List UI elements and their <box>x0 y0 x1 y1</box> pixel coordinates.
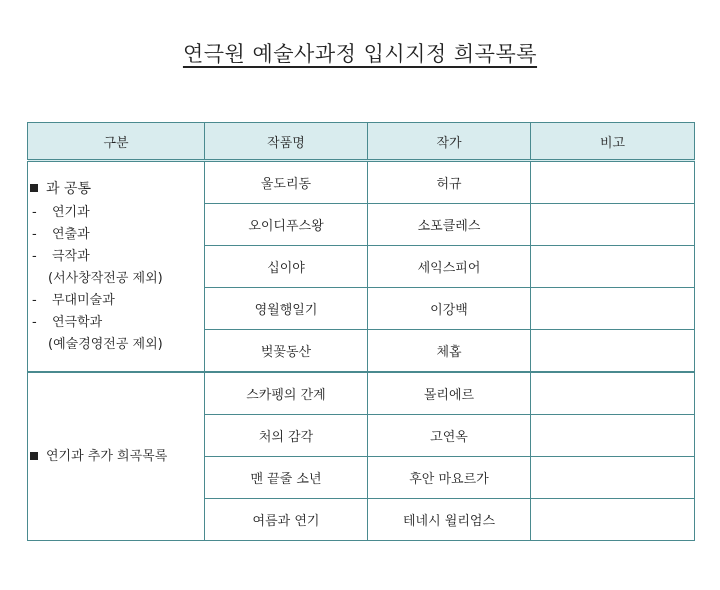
work-cell: 여름과 연기 <box>205 499 368 541</box>
work-cell: 오이디푸스왕 <box>205 204 368 246</box>
note-cell <box>531 415 695 457</box>
category-line: - 무대미술과 <box>32 292 115 308</box>
note-cell <box>531 499 695 541</box>
category-line: - 극작과 <box>32 248 90 264</box>
work-cell: 벚꽃동산 <box>205 330 368 373</box>
category-heading: 과 공통 <box>28 178 204 198</box>
category-cell-common <box>28 161 205 373</box>
work-cell: 스카펭의 간계 <box>205 372 368 415</box>
square-bullet-icon <box>30 452 38 460</box>
author-cell: 후안 마요르가 <box>368 457 531 499</box>
category-line: (서사창작전공 제외) <box>48 270 163 286</box>
header-row <box>28 123 695 161</box>
author-cell: 고연옥 <box>368 415 531 457</box>
author-cell: 체홉 <box>368 330 531 373</box>
note-cell <box>531 288 695 330</box>
work-cell: 처의 감각 <box>205 415 368 457</box>
square-bullet-icon <box>30 184 38 192</box>
header-note: 비고 <box>531 123 695 161</box>
title-text: 연극원 예술사과정 입시지정 희곡목록 <box>182 42 538 66</box>
author-cell: 테네시 윌리엄스 <box>368 499 531 541</box>
category-line: - 연출과 <box>32 226 90 242</box>
header-work: 작품명 <box>205 123 368 161</box>
author-cell: 이강백 <box>368 288 531 330</box>
table-row <box>28 372 695 415</box>
work-cell: 영월행일기 <box>205 288 368 330</box>
work-cell: 울도리동 <box>205 161 368 204</box>
author-cell: 몰리에르 <box>368 372 531 415</box>
category-cell-acting-extra <box>28 372 205 541</box>
note-cell <box>531 457 695 499</box>
author-cell: 세익스피어 <box>368 246 531 288</box>
note-cell <box>531 204 695 246</box>
work-cell: 맨 끝줄 소년 <box>205 457 368 499</box>
play-list-table <box>27 122 695 541</box>
work-cell: 십이야 <box>205 246 368 288</box>
document-title <box>0 38 720 68</box>
category-line: - 연기과 <box>32 204 90 220</box>
category-heading: 연기과 추가 희곡목록 <box>28 446 204 468</box>
category-line: - 연극학과 <box>32 314 103 330</box>
note-cell <box>531 246 695 288</box>
author-cell: 허규 <box>368 161 531 204</box>
table-row <box>28 161 695 204</box>
category-line: (예술경영전공 제외) <box>48 336 163 352</box>
author-cell: 소포클레스 <box>368 204 531 246</box>
note-cell <box>531 372 695 415</box>
header-category: 구분 <box>28 123 205 161</box>
note-cell <box>531 161 695 204</box>
note-cell <box>531 330 695 373</box>
header-author: 작가 <box>368 123 531 161</box>
